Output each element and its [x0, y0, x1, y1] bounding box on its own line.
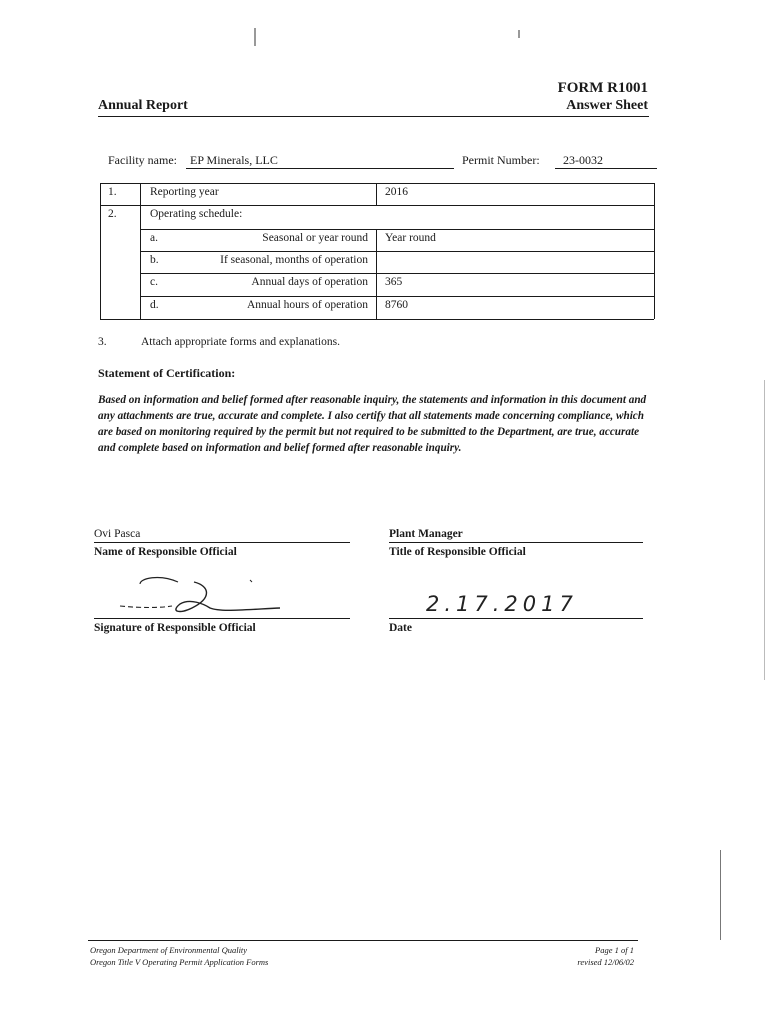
date-line — [389, 618, 643, 619]
sub-row-letter: a. — [150, 232, 158, 244]
facility-name-value: EP Minerals, LLC — [190, 153, 278, 167]
row-1-number: 1. — [108, 186, 117, 198]
footer-rule — [88, 940, 638, 941]
sub-row-letter: b. — [150, 254, 159, 266]
sub-row-letter: c. — [150, 276, 158, 288]
official-name-line — [94, 542, 350, 543]
date-value: 2.17.2017 — [426, 592, 578, 616]
table-line — [100, 183, 654, 184]
annual-days-label: Annual days of operation — [251, 276, 368, 288]
table-line — [140, 183, 141, 319]
footer-revision: revised 12/06/02 — [577, 957, 634, 967]
table-line — [140, 229, 654, 230]
table-line — [100, 319, 654, 320]
permit-number-label: Permit Number: — [462, 153, 540, 167]
scan-speck — [254, 28, 256, 46]
scan-speck — [764, 380, 765, 680]
date-label: Date — [389, 622, 412, 634]
operating-schedule-label: Operating schedule: — [150, 208, 243, 220]
annual-hours-label: Annual hours of operation — [246, 299, 368, 311]
facility-name-label: Facility name: — [108, 153, 177, 167]
annual-hours-value: 8760 — [385, 299, 408, 311]
table-line — [100, 205, 654, 206]
signature-image — [100, 568, 350, 616]
certification-heading: Statement of Certification: — [98, 366, 236, 380]
signature-label: Signature of Responsible Official — [94, 622, 256, 634]
footer-agency — [90, 944, 268, 968]
annual-days-value: 365 — [385, 276, 403, 288]
scan-speck — [518, 30, 520, 38]
official-title-value: Plant Manager — [389, 528, 463, 540]
footer-agency-line-1: Oregon Department of Environmental Quality — [90, 945, 248, 955]
footer-page-number: Page 1 of 1 — [595, 945, 634, 955]
facility-name-underline — [186, 168, 454, 169]
footer-page-info — [577, 944, 634, 968]
table-line — [140, 273, 654, 274]
table-line — [654, 183, 655, 319]
signature-line — [94, 618, 350, 619]
months-of-operation-label: If seasonal, months of operation — [220, 254, 368, 266]
table-line — [140, 251, 654, 252]
attach-instructions: Attach appropriate forms and explanations. — [141, 336, 340, 348]
item-3-number: 3. — [98, 336, 107, 348]
official-name-value: Ovi Pasca — [94, 528, 141, 540]
sub-row-letter: d. — [150, 299, 159, 311]
footer-agency-line-2: Oregon Title V Operating Permit Application Forms — [90, 957, 269, 967]
table-line — [100, 183, 101, 319]
row-2-number: 2. — [108, 208, 117, 220]
certification-statement: Based on information and belief formed after reasonable inquiry, the statements and information in this document and any attachments are true, accurate and complete. I also certify that all statements made concerning compliance, which are based on monitoring required by the permit but not required to be submitted to the Department, are true, accurate and complete based on information and belief formed after reasonable inquiry. — [98, 394, 647, 454]
permit-number-underline — [555, 168, 657, 169]
official-title-line — [389, 542, 643, 543]
seasonal-value: Year round — [385, 232, 436, 244]
seasonal-label: Seasonal or year round — [262, 232, 368, 244]
header-rule — [98, 116, 649, 117]
table-line — [376, 229, 377, 319]
answer-sheet-label: Answer Sheet — [566, 98, 648, 113]
reporting-year-label: Reporting year — [150, 186, 219, 198]
table-line — [140, 296, 654, 297]
report-title: Annual Report — [98, 98, 188, 113]
official-name-label: Name of Responsible Official — [94, 546, 237, 558]
scan-speck — [720, 850, 721, 940]
official-title-label: Title of Responsible Official — [389, 546, 526, 558]
reporting-year-value: 2016 — [385, 186, 408, 198]
table-line — [376, 183, 377, 205]
permit-number-value: 23-0032 — [563, 153, 603, 167]
form-number: FORM R1001 — [557, 80, 648, 96]
